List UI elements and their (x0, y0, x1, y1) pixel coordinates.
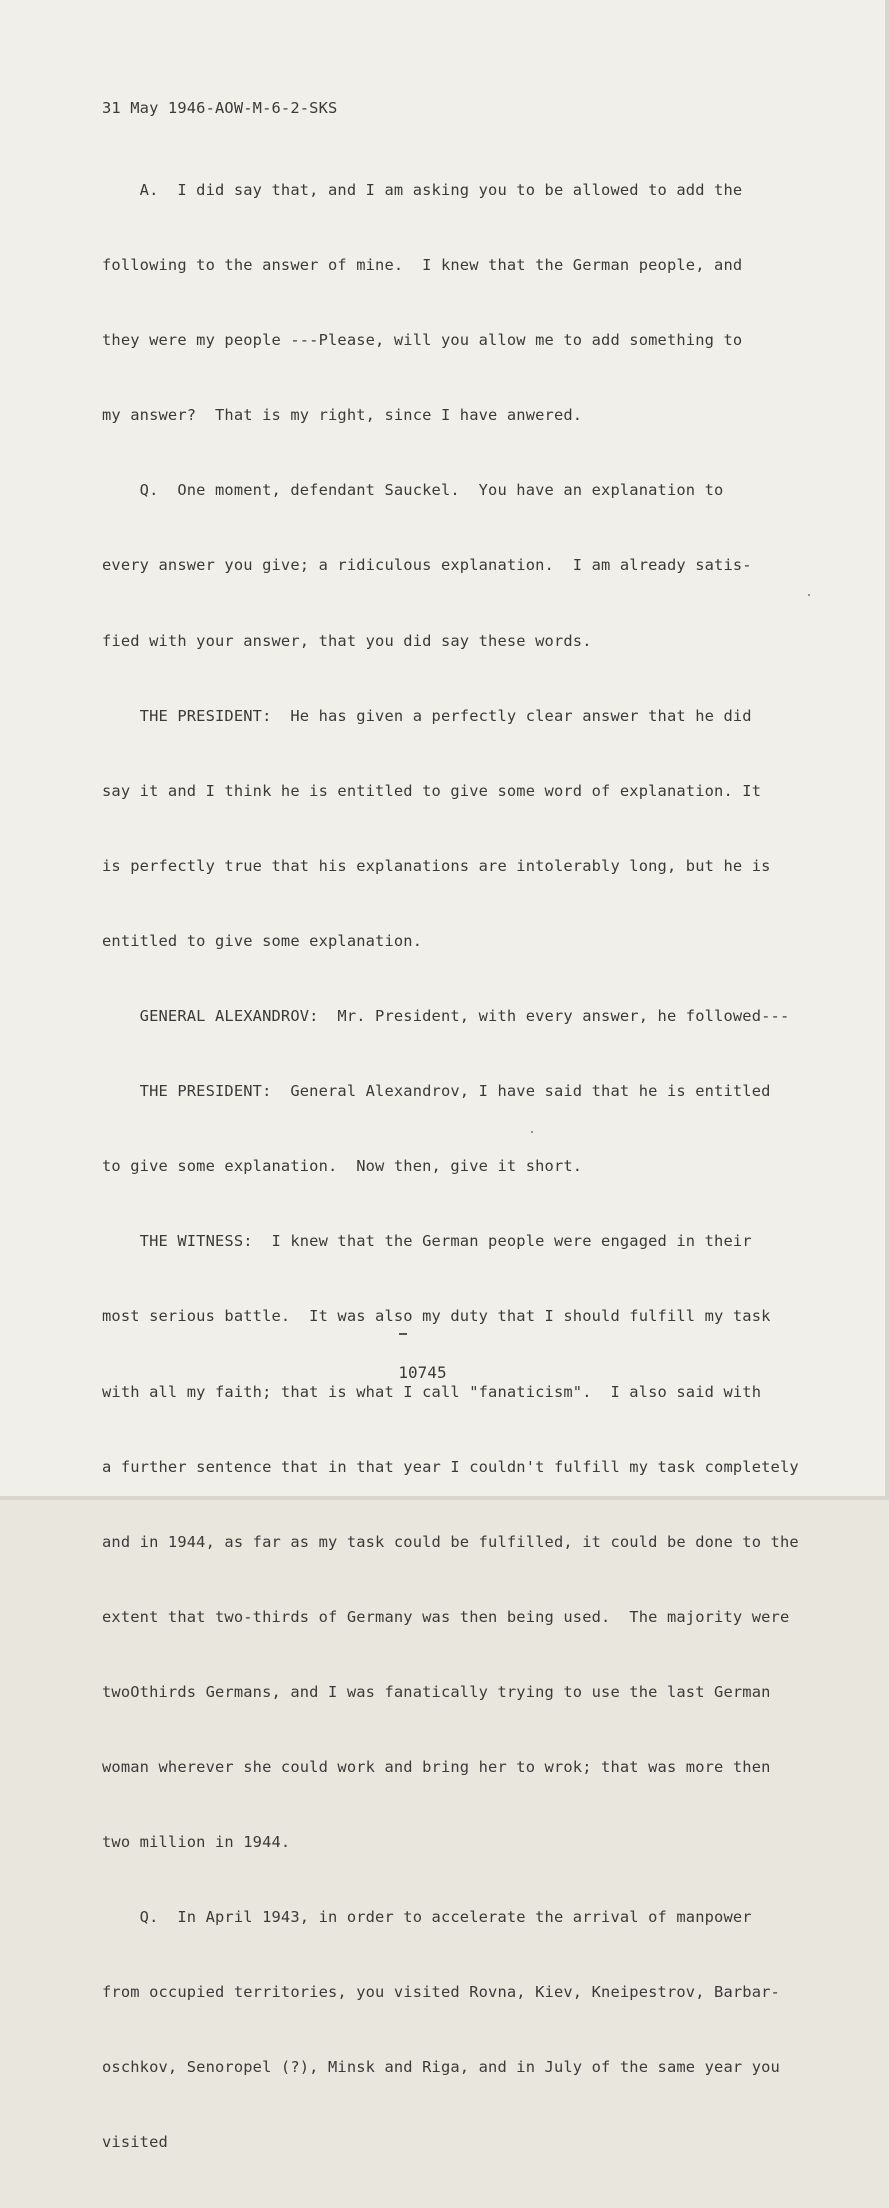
text-line: fied with your answer, that you did say these words. (102, 631, 592, 650)
text-line: and in 1944, as far as my task could be fulfilled, it could be done to the (102, 1532, 799, 1551)
document-body (102, 62, 822, 2208)
text-line: my answer? That is my right, since I have anwered. (102, 406, 583, 425)
paper-speck (808, 594, 810, 596)
page-number: 10745 (398, 1363, 447, 1382)
text-line: A. I did say that, and I am asking you to be allowed to add the (102, 181, 743, 199)
text-line: entitled to give some explanation. (102, 931, 423, 950)
text-line: oschkov, Senoropel (?), Minsk and Riga, and in July of the same year you (102, 2058, 780, 2077)
document-header: 31 May 1946-AOW-M-6-2-SKS (102, 99, 338, 117)
text-line: woman wherever she could work and bring her to wrok; that was more then (102, 1757, 771, 1776)
text-line: extent that two-thirds of Germany was then being used. The majority were (102, 1607, 790, 1626)
text-line: they were my people ---Please, will you allow me to add something to (102, 331, 743, 350)
dash-mark (399, 1333, 407, 1335)
text-line: Q. In April 1943, in order to accelerate the arrival of manpower (102, 1908, 752, 1927)
text-line: from occupied territories, you visited Rovna, Kiev, Kneipestrov, Barbar- (102, 1983, 780, 2002)
text-line: to give some explanation. Now then, give it short. (102, 1157, 583, 1176)
text-line: THE WITNESS: I knew that the German people were engaged in their (102, 1232, 752, 1251)
text-line: most serious battle. It was also my duty that I should fulfill my task (102, 1307, 771, 1326)
text-line: twoOthirds Germans, and I was fanatically trying to use the last German (102, 1682, 771, 1701)
text-line: with all my faith; that is what I call "fanaticism". I also said with (102, 1382, 762, 1401)
text-line: Q. One moment, defendant Sauckel. You have an explanation to (102, 481, 724, 500)
text-line: visited (102, 2133, 168, 2152)
text-line: GENERAL ALEXANDROV: Mr. President, with every answer, he followed--- (102, 1007, 790, 1026)
text-line: following to the answer of mine. I knew that the German people, and (102, 256, 743, 275)
text-line: THE PRESIDENT: He has given a perfectly clear answer that he did (102, 706, 752, 725)
text-line: a further sentence that in that year I couldn't fulfill my task completely (102, 1457, 799, 1476)
text-line: say it and I think he is entitled to give some word of explanation. It (102, 781, 762, 800)
text-line: is perfectly true that his explanations are intolerably long, but he is (102, 856, 771, 875)
text-line: two million in 1944. (102, 1833, 291, 1852)
text-line: THE PRESIDENT: General Alexandrov, I have said that he is entitled (102, 1082, 771, 1101)
text-line: every answer you give; a ridiculous explanation. I am already satis- (102, 556, 752, 575)
paper-speck (531, 1131, 533, 1133)
